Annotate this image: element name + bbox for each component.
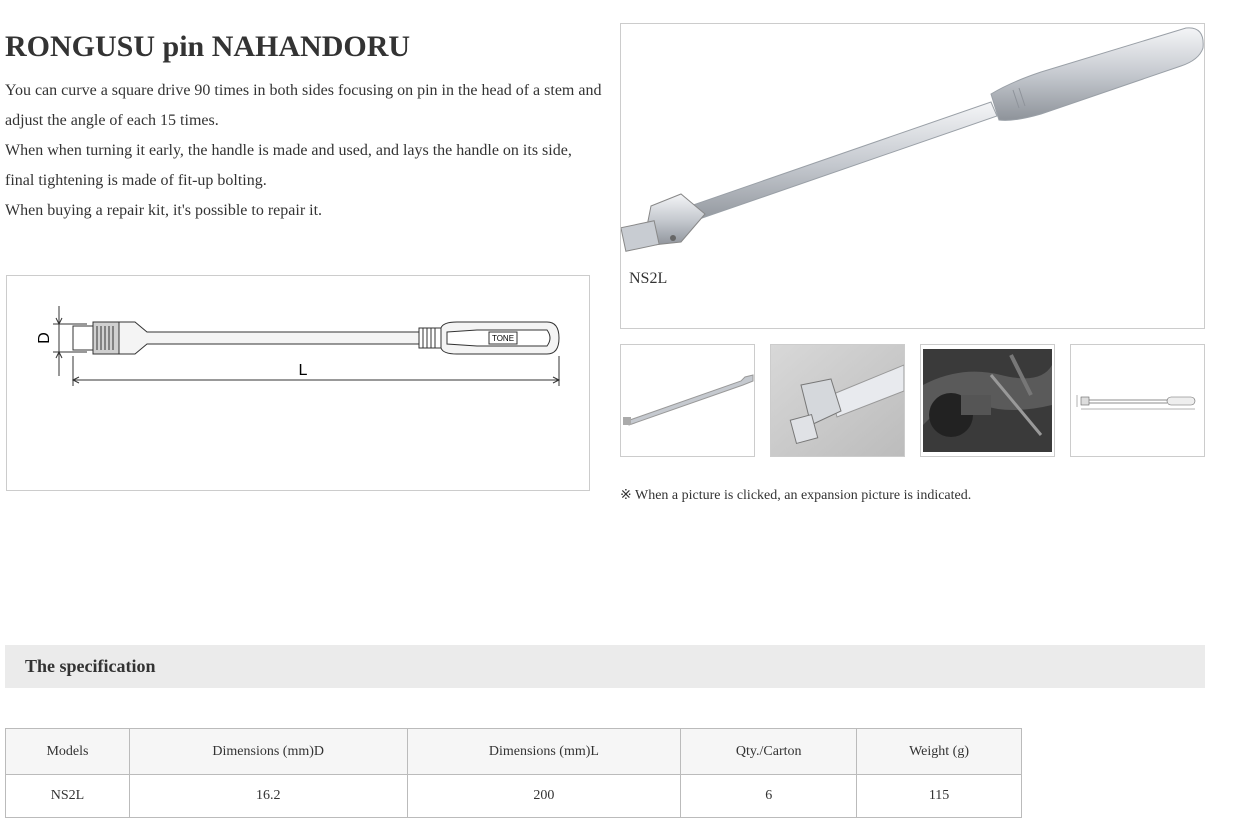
column-header-dimension-d: Dimensions (mm)D (129, 729, 407, 775)
grip-knurl (419, 328, 441, 348)
description-line: You can curve a square drive 90 times in both sides focusing on pin in the head of a stem and adjust the angle of each 15 times. (5, 82, 602, 129)
l-label: L (298, 362, 308, 379)
description-line: When buying a repair kit, it's possible to repair it. (5, 202, 323, 219)
drive-square (73, 326, 93, 350)
column-header-weight: Weight (g) (857, 729, 1022, 775)
dimension-drawing-image (1071, 345, 1204, 456)
spec-table (5, 728, 1022, 818)
table-row (6, 775, 1022, 818)
column-header-dimension-l: Dimensions (mm)L (407, 729, 681, 775)
head-closeup-image (771, 345, 904, 456)
column-header-qty-carton: Qty./Carton (681, 729, 857, 775)
usage-photo-thumbnail[interactable] (920, 344, 1055, 457)
product-description (5, 76, 605, 226)
main-photo-caption: NS2L (629, 270, 668, 287)
cell-weight: 115 (857, 775, 1022, 818)
description-line: When when turning it early, the handle is made and used, and lays the handle on its side, final tightening is made of fit-up bolting. (5, 142, 572, 189)
cell-dimension-d: 16.2 (129, 775, 407, 818)
gallery-note: ※ When a picture is clicked, an expansion picture is indicated. (620, 488, 972, 503)
brand-mark: TONE (491, 334, 515, 343)
cell-qty-carton: 6 (681, 775, 857, 818)
dimension-drawing (6, 275, 590, 491)
dimension-drawing-thumbnail[interactable] (1070, 344, 1205, 457)
dimension-drawing-svg (7, 276, 591, 492)
cell-dimension-l: 200 (407, 775, 681, 818)
spec-section-header (5, 645, 1205, 688)
d-label: D (36, 332, 53, 344)
table-header-row (6, 729, 1022, 775)
usage-photo-image (921, 345, 1054, 456)
cell-model: NS2L (6, 775, 130, 818)
page-title: RONGUSU pin NAHANDORU (5, 30, 411, 63)
spec-heading: The specification (25, 656, 156, 676)
shaft (119, 322, 419, 354)
shaft (673, 102, 997, 226)
wrench-illustration (621, 24, 1206, 330)
handle (991, 28, 1203, 121)
column-header-models: Models (6, 729, 130, 775)
drive-square (621, 221, 659, 252)
full-view-image (621, 345, 754, 456)
full-view-thumbnail[interactable] (620, 344, 755, 457)
head-closeup-thumbnail[interactable] (770, 344, 905, 457)
main-product-photo[interactable] (620, 23, 1205, 329)
